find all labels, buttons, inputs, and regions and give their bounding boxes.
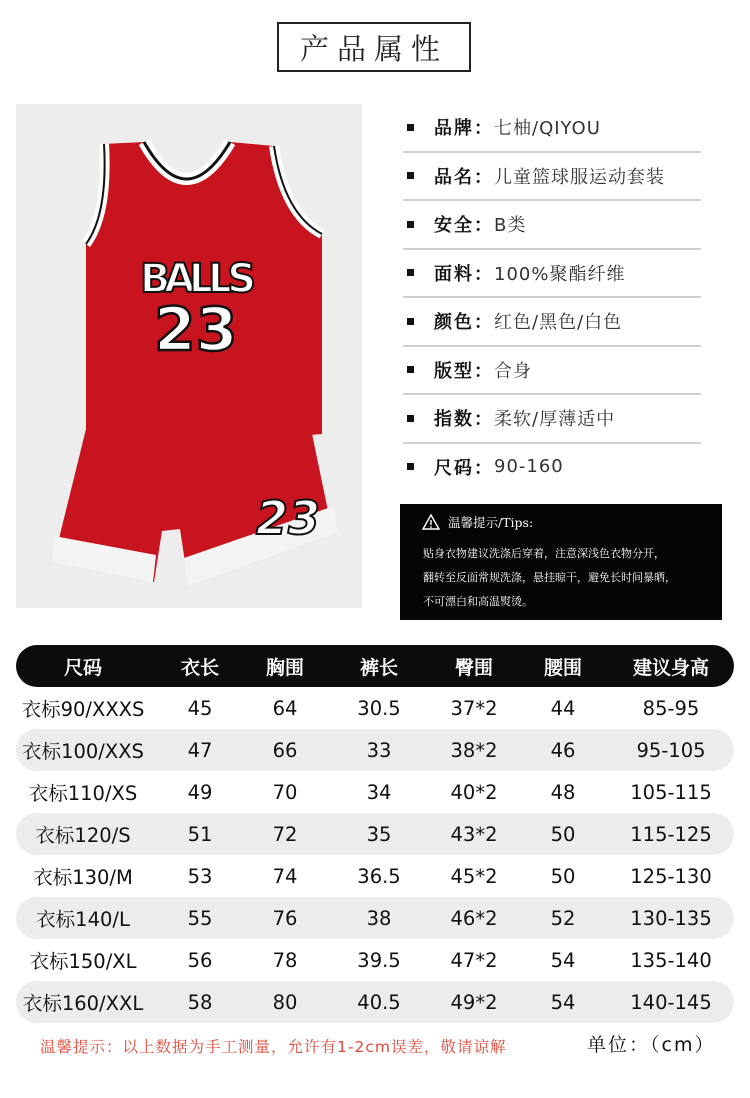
tips-line: 贴身衣物建议洗涤后穿着，注意深浅色衣物分开， xyxy=(423,547,665,560)
table-cell: 85-95 xyxy=(642,696,700,720)
table-row xyxy=(16,939,734,981)
table-cell: 125-130 xyxy=(630,864,712,888)
table-cell: 45 xyxy=(187,696,213,720)
table-row xyxy=(16,855,734,897)
table-cell: 74 xyxy=(272,864,298,888)
table-cell: 50 xyxy=(550,822,576,846)
tips-line: 翻转至反面常规洗涤，悬挂晾干，避免长时间暴晒， xyxy=(423,571,676,584)
header-cell: 胸围 xyxy=(265,656,304,679)
attribute-value: B类 xyxy=(494,215,527,237)
table-cell: 64 xyxy=(272,696,298,720)
bullet-icon xyxy=(407,172,414,179)
table-cell: 80 xyxy=(272,990,298,1014)
table-cell: 49 xyxy=(187,780,213,804)
table-cell: 76 xyxy=(272,906,298,930)
table-cell: 衣标140/L xyxy=(36,908,130,931)
table-cell: 37*2 xyxy=(450,696,498,720)
table-cell: 140-145 xyxy=(630,990,712,1014)
attribute-label: 版型： xyxy=(434,360,494,382)
table-cell: 36.5 xyxy=(357,864,401,888)
attribute-row xyxy=(403,298,701,347)
bullet-icon xyxy=(407,463,414,470)
bullet-icon xyxy=(407,318,414,325)
attribute-value: 柔软/厚薄适中 xyxy=(494,409,616,431)
table-cell: 105-115 xyxy=(630,780,712,804)
attribute-value: 合身 xyxy=(494,360,532,382)
attribute-label: 颜色： xyxy=(434,312,494,334)
attribute-label: 安全： xyxy=(434,215,494,237)
table-cell: 40*2 xyxy=(450,780,498,804)
bullet-icon xyxy=(407,366,414,373)
attribute-label: 品牌： xyxy=(434,118,494,140)
attribute-row xyxy=(403,395,701,444)
table-cell: 48 xyxy=(550,780,576,804)
table-cell: 70 xyxy=(272,780,298,804)
unit-label: 单位：（cm） xyxy=(587,1034,716,1056)
table-header xyxy=(16,645,734,687)
attribute-row xyxy=(403,347,701,396)
tips-box xyxy=(400,504,722,620)
table-cell: 30.5 xyxy=(357,696,401,720)
attribute-row xyxy=(403,153,701,202)
table-row xyxy=(16,771,734,813)
table-cell: 49*2 xyxy=(450,990,498,1014)
table-cell: 54 xyxy=(550,948,576,972)
table-cell: 衣标110/XS xyxy=(28,782,138,805)
attribute-label: 尺码： xyxy=(434,457,494,479)
bullet-icon xyxy=(407,124,414,131)
attribute-label: 指数： xyxy=(434,409,494,431)
header-cell: 建议身高 xyxy=(632,656,709,679)
attribute-row xyxy=(403,250,701,299)
table-cell: 43*2 xyxy=(450,822,498,846)
table-cell: 78 xyxy=(272,948,298,972)
attribute-label: 面料： xyxy=(434,263,494,285)
attribute-value: 七柚/QIYOU xyxy=(494,118,601,140)
tips-body xyxy=(423,542,713,614)
attribute-value: 儿童篮球服运动套装 xyxy=(494,166,665,188)
warning-icon xyxy=(422,514,440,530)
attribute-label: 品名： xyxy=(434,166,494,188)
table-cell: 56 xyxy=(187,948,213,972)
bullet-icon xyxy=(407,221,414,228)
table-row xyxy=(16,813,734,855)
table-cell: 33 xyxy=(366,738,392,762)
table-cell: 66 xyxy=(272,738,298,762)
table-cell: 衣标160/XXL xyxy=(22,992,144,1015)
attribute-row xyxy=(403,201,701,250)
table-cell: 54 xyxy=(550,990,576,1014)
jersey-number: 23 xyxy=(154,295,238,365)
table-cell: 130-135 xyxy=(630,906,712,930)
attribute-value: 红色/黑色/白色 xyxy=(494,312,623,334)
tips-line: 不可漂白和高温熨烫。 xyxy=(423,595,533,608)
attribute-row xyxy=(403,104,701,153)
product-image xyxy=(16,104,362,608)
table-cell: 135-140 xyxy=(630,948,712,972)
measurement-note: 温馨提示：以上数据为手工测量，允许有1-2cm误差，敬请谅解 xyxy=(40,1038,507,1056)
jersey-graphic xyxy=(86,142,322,439)
attribute-row xyxy=(403,444,701,491)
table-cell: 44 xyxy=(550,696,576,720)
tips-title: 温馨提示/Tips: xyxy=(448,515,534,530)
table-cell: 46 xyxy=(550,738,576,762)
table-cell: 35 xyxy=(366,822,392,846)
table-cell: 39.5 xyxy=(357,948,401,972)
attribute-value: 100%聚酯纤维 xyxy=(494,263,626,285)
table-row xyxy=(16,729,734,771)
table-cell: 衣标150/XL xyxy=(29,950,137,973)
table-cell: 51 xyxy=(187,822,213,846)
table-cell: 34 xyxy=(366,780,392,804)
table-cell: 47*2 xyxy=(450,948,498,972)
table-cell: 95-105 xyxy=(636,738,706,762)
tips-header xyxy=(422,513,533,531)
table-cell: 衣标100/XXS xyxy=(22,740,144,763)
table-cell: 38*2 xyxy=(450,738,498,762)
table-cell: 衣标90/XXXS xyxy=(21,698,145,721)
attribute-value: 90-160 xyxy=(494,456,564,478)
table-cell: 衣标130/M xyxy=(33,866,133,889)
shorts-number: 23 xyxy=(256,491,321,545)
shorts-graphic xyxy=(52,429,338,586)
table-cell: 38 xyxy=(366,906,392,930)
table-cell: 50 xyxy=(550,864,576,888)
size-table xyxy=(16,645,734,1023)
jersey-text: BALLS xyxy=(140,256,256,302)
section-title: 产品属性 xyxy=(277,22,471,72)
table-cell: 45*2 xyxy=(450,864,498,888)
table-cell: 40.5 xyxy=(357,990,401,1014)
header-cell: 衣长 xyxy=(180,656,219,679)
bullet-icon xyxy=(407,415,414,422)
table-cell: 55 xyxy=(187,906,213,930)
header-cell: 腰围 xyxy=(543,656,582,679)
header-cell: 尺码 xyxy=(63,656,102,679)
table-row xyxy=(16,897,734,939)
table-cell: 115-125 xyxy=(630,822,712,846)
bullet-icon xyxy=(407,269,414,276)
table-cell: 52 xyxy=(550,906,576,930)
table-cell: 72 xyxy=(272,822,298,846)
table-row xyxy=(16,981,734,1023)
table-cell: 衣标120/S xyxy=(35,824,131,847)
attribute-list xyxy=(403,104,701,490)
header-cell: 臀围 xyxy=(454,656,493,679)
table-cell: 47 xyxy=(187,738,213,762)
header-cell: 裤长 xyxy=(359,656,398,679)
table-cell: 53 xyxy=(187,864,213,888)
table-row xyxy=(16,687,734,729)
table-cell: 46*2 xyxy=(450,906,498,930)
table-cell: 58 xyxy=(187,990,213,1014)
